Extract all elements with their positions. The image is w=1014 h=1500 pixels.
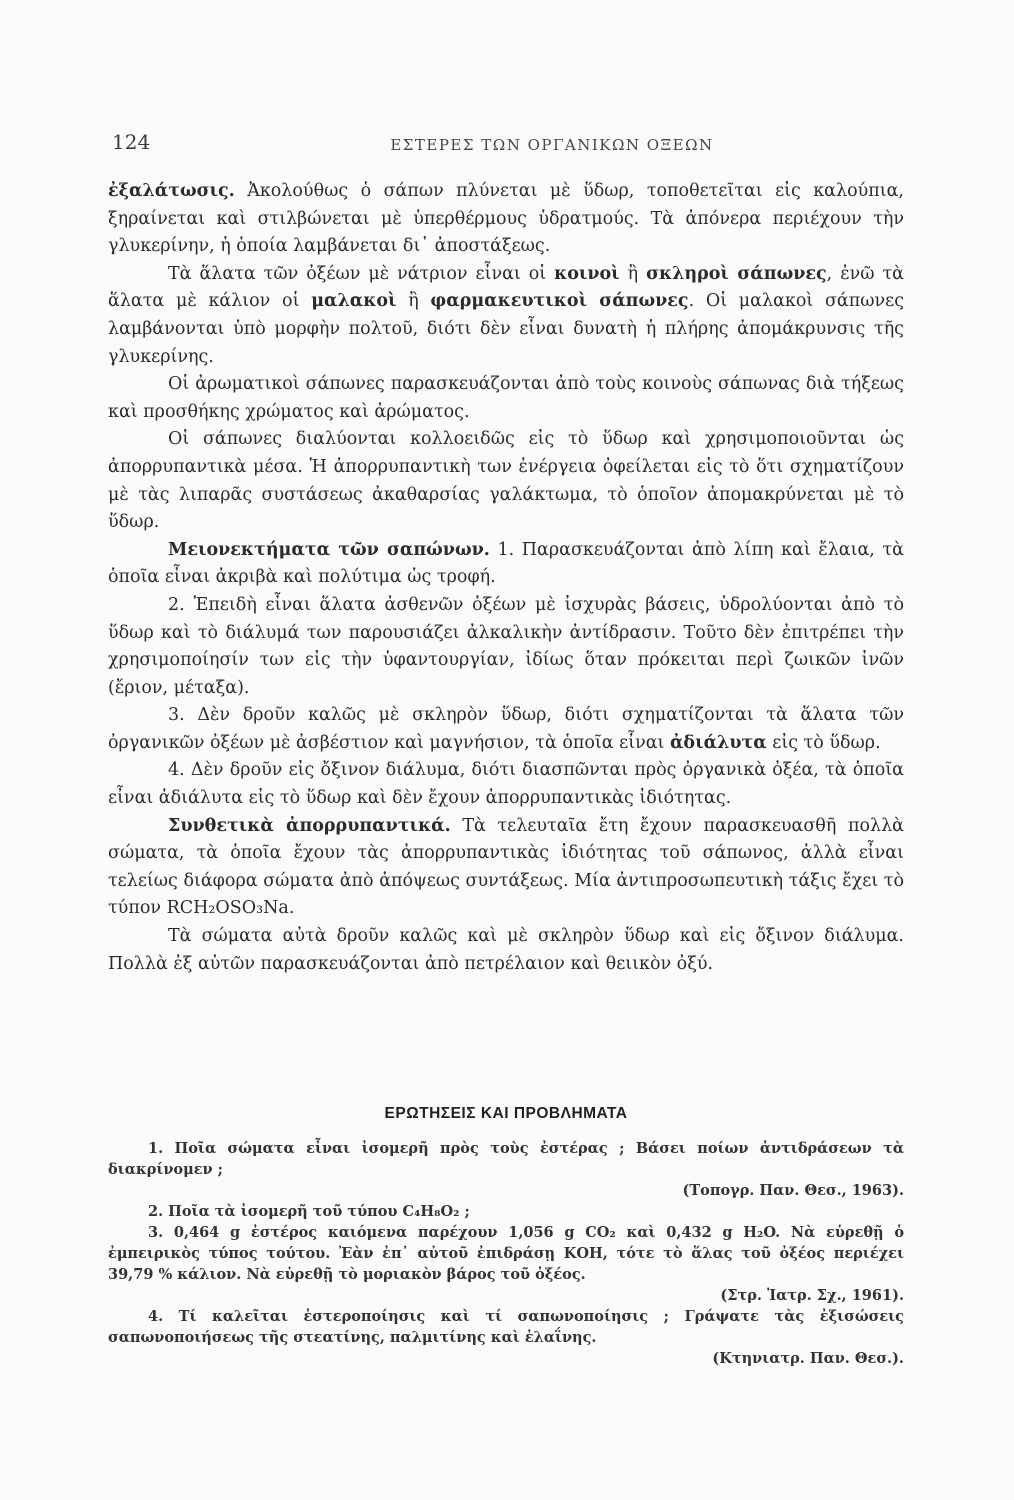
paragraph-text: Ἀκολούθως ὁ σάπων πλύνεται μὲ ὕδωρ, τοποθετεῖται εἰς καλούπια, ξηραίνεται καὶ στιλβώνεται μὲ ὑπερθέρμους ὑδρατμούς. Τὰ ἀπόνερα περιέχουν τὴν γλυκερίνην, ἡ ὁποία λαμβάνεται δι᾿ ἀποστάξεως.: [108, 181, 904, 257]
paragraph-disadvantage-3: [108, 702, 904, 757]
paragraph-disadvantage-4: 4. Δὲν δροῦν εἰς ὄξινον διάλυμα, διότι διασπῶνται πρὸς ὀργανικὰ ὀξέα, τὰ ὁποῖα εἶναι ἀδιάλυτα εἰς τὸ ὕδωρ καὶ δὲν ἔχουν ἀπορρυπαντικὰς ἰδιότητας.: [108, 760, 904, 809]
question-4: [108, 1306, 904, 1369]
paragraph-text: Τὰ ἅλατα τῶν ὀξέων μὲ νάτριον εἶναι οἱ: [168, 263, 555, 284]
paragraph-text: 1. Παρασκευάζονται ἀπὸ λίπη καὶ ἔλαια, τὰ ὁποῖα εἶναι ἀκριβὰ καὶ πολύτιμα ὡς τροφή.: [108, 539, 904, 588]
questions-list: [108, 1138, 904, 1369]
question-2: 2. Ποῖα τὰ ἰσομερῆ τοῦ τύπου C₄H₈O₂ ;: [148, 1203, 470, 1220]
heading-disadvantages: Μειονεκτήματα τῶν σαπώνων.: [168, 539, 490, 560]
page-header: [112, 130, 902, 160]
paragraph-text: ἢ: [396, 291, 431, 312]
question-3: [108, 1222, 904, 1306]
question-source: (Στρ. Ἰατρ. Σχ., 1961).: [720, 1287, 904, 1304]
paragraph-disadvantage-1: [108, 537, 904, 592]
questions-heading: ΕΡΩΤΗΣΕΙΣ ΚΑΙ ΠΡΟΒΛΗΜΑΤΑ: [384, 1105, 628, 1122]
paragraph-text: εἰς τὸ ὕδωρ.: [766, 732, 881, 753]
paragraph-text: 3. Δὲν δροῦν καλῶς μὲ σκληρὸν ὕδωρ, διότι σχηματίζονται τὰ ἅλατα τῶν ὀργανικῶν ὀξέων μὲ ἀσβέστιον καὶ μαγνήσιον, τὰ ὁποῖα εἶναι: [108, 705, 904, 753]
paragraph-text: , ἐνῶ τὰ ἅλατα μὲ κάλιον οἱ: [108, 263, 904, 312]
paragraph-synthetic-detergents: [108, 813, 904, 923]
paragraph-soap-types: [108, 261, 904, 371]
term-hard-soaps: σκληροὶ σάπωνες: [646, 263, 827, 284]
question-text: 4. Τί καλεῖται ἐστεροποίησις καὶ τί σαπωνοποίησις ; Γράψατε τὰς ἐξισώσεις σαπωνοποιήσεως τῆς στεατίνης, παλμιτίνης καὶ ἐλαΐνης.: [108, 1308, 904, 1346]
paragraph-text: Τὰ τελευταῖα ἔτη ἔχουν παρασκευασθῆ πολλὰ σώματα, τὰ ὁποῖα ἔχουν τὰς ἀπορρυπαντικὰς ἰδιότητας τοῦ σάπωνος, ἀλλὰ εἶναι τελείως διάφορα σώματα ἀπὸ ἀπόψεως συντάξεως. Μία ἀντιπροσωπευτικὴ τάξις ἔχει τὸ τύπον: [108, 815, 904, 919]
term-insoluble: ἀδιάλυτα: [669, 732, 767, 753]
paragraph-aromatic-soaps: Οἱ ἀρωματικοὶ σάπωνες παρασκευάζονται ἀπὸ τοὺς κοινοὺς σάπωνας διὰ τήξεως καὶ προσθήκης χρώματος καὶ ἀρώματος.: [108, 374, 904, 422]
paragraph-detergent-action: Οἱ σάπωνες διαλύονται κολλοειδῶς εἰς τὸ ὕδωρ καὶ χρησιμοποιοῦνται ὡς ἀπορρυπαντικὰ μέσα. Ἡ ἀπορρυπαντικὴ των ἐνέργεια ὀφείλεται εἰς τὸ ὅτι σχηματίζουν μὲ τὰς λιπαρᾶς συστάσεως ἀκαθαρσίας γαλάκτωμα, τὸ ὁποῖον ἀπομακρύνεται μὲ τὸ ὕδωρ.: [108, 429, 904, 533]
paragraph-text: . Οἱ μαλακοὶ σάπωνες λαμβάνονται ὑπὸ μορφὴν πολτοῦ, διότι δὲν εἶναι δυνατὴ ἡ πλήρης ἀπομάκρυνσις τῆς γλυκερίνης.: [108, 291, 905, 367]
question-1: [108, 1138, 904, 1201]
paragraph-desalting: [108, 178, 904, 261]
heading-synthetic-detergents: Συνθετικὰ ἀπορρυπαντικά.: [168, 815, 451, 836]
paragraph-disadvantage-2: 2. Ἐπειδὴ εἶναι ἅλατα ἀσθενῶν ὀξέων μὲ ἰσχυρὰς βάσεις, ὑδρολύονται ἀπὸ τὸ ὕδωρ καὶ τὸ διάλυμά των παρουσιάζει ἀλκαλικὴν ἀντίδρασιν. Τοῦτο δὲν ἐπιτρέπει τὴν χρησιμοποίησίν των εἰς τὴν ὑφαντουργίαν, ἰδίως ὅταν πρόκειται περὶ ζωικῶν ἰνῶν (ἔριον, μέταξα).: [108, 594, 904, 698]
question-text: 3. 0,464 g ἐστέρος καιόμενα παρέχουν 1,056 g CO₂ καὶ 0,432 g H₂O. Νὰ εὑρεθῇ ὁ ἐμπειρικὸς τύπος τούτου. Ἐὰν ἐπ᾿ αὐτοῦ ἐπιδράσῃ ΚΟΗ, τότε τὸ ἅλας τοῦ ὀξέος περιέχει 39,79 % κάλιον. Νὰ εὑρεθῇ τὸ μοριακὸν βάρος τοῦ ὀξέος.: [108, 1224, 904, 1283]
main-text: [108, 178, 904, 978]
question-source: (Τοπογρ. Παν. Θεσ., 1963).: [682, 1182, 904, 1199]
question-text: 1. Ποῖα σώματα εἶναι ἰσομερῆ πρὸς τοὺς ἐστέρας ; Βάσει ποίων ἀντιδράσεων τὰ διακρίνομεν ;: [108, 1140, 904, 1178]
term-soft: μαλακοὶ: [311, 291, 397, 312]
paragraph-hard-water: Τὰ σώματα αὐτὰ δροῦν καλῶς καὶ μὲ σκληρὸν ὕδωρ καὶ εἰς ὄξινον διάλυμα. Πολλὰ ἐξ αὐτῶν παρασκευάζονται ἀπὸ πετρέλαιον καὶ θειικὸν ὀξύ.: [108, 926, 904, 974]
term-common: κοινοὶ: [554, 263, 620, 284]
running-title: ΕΣΤΕΡΕΣ ΤΩΝ ΟΡΓΑΝΙΚΩΝ ΟΞΕΩΝ: [390, 136, 714, 154]
term-medicinal-soaps: φαρμακευτικοὶ σάπωνες: [430, 291, 689, 312]
question-source: (Κτηνιατρ. Παν. Θεσ.).: [712, 1350, 904, 1367]
term-desalting: ἐξαλάτωσις.: [108, 181, 235, 201]
paragraph-text: ἢ: [619, 263, 647, 284]
chemical-formula: RCH₂OSO₃Na.: [166, 898, 295, 919]
page-number: 124: [112, 130, 151, 154]
